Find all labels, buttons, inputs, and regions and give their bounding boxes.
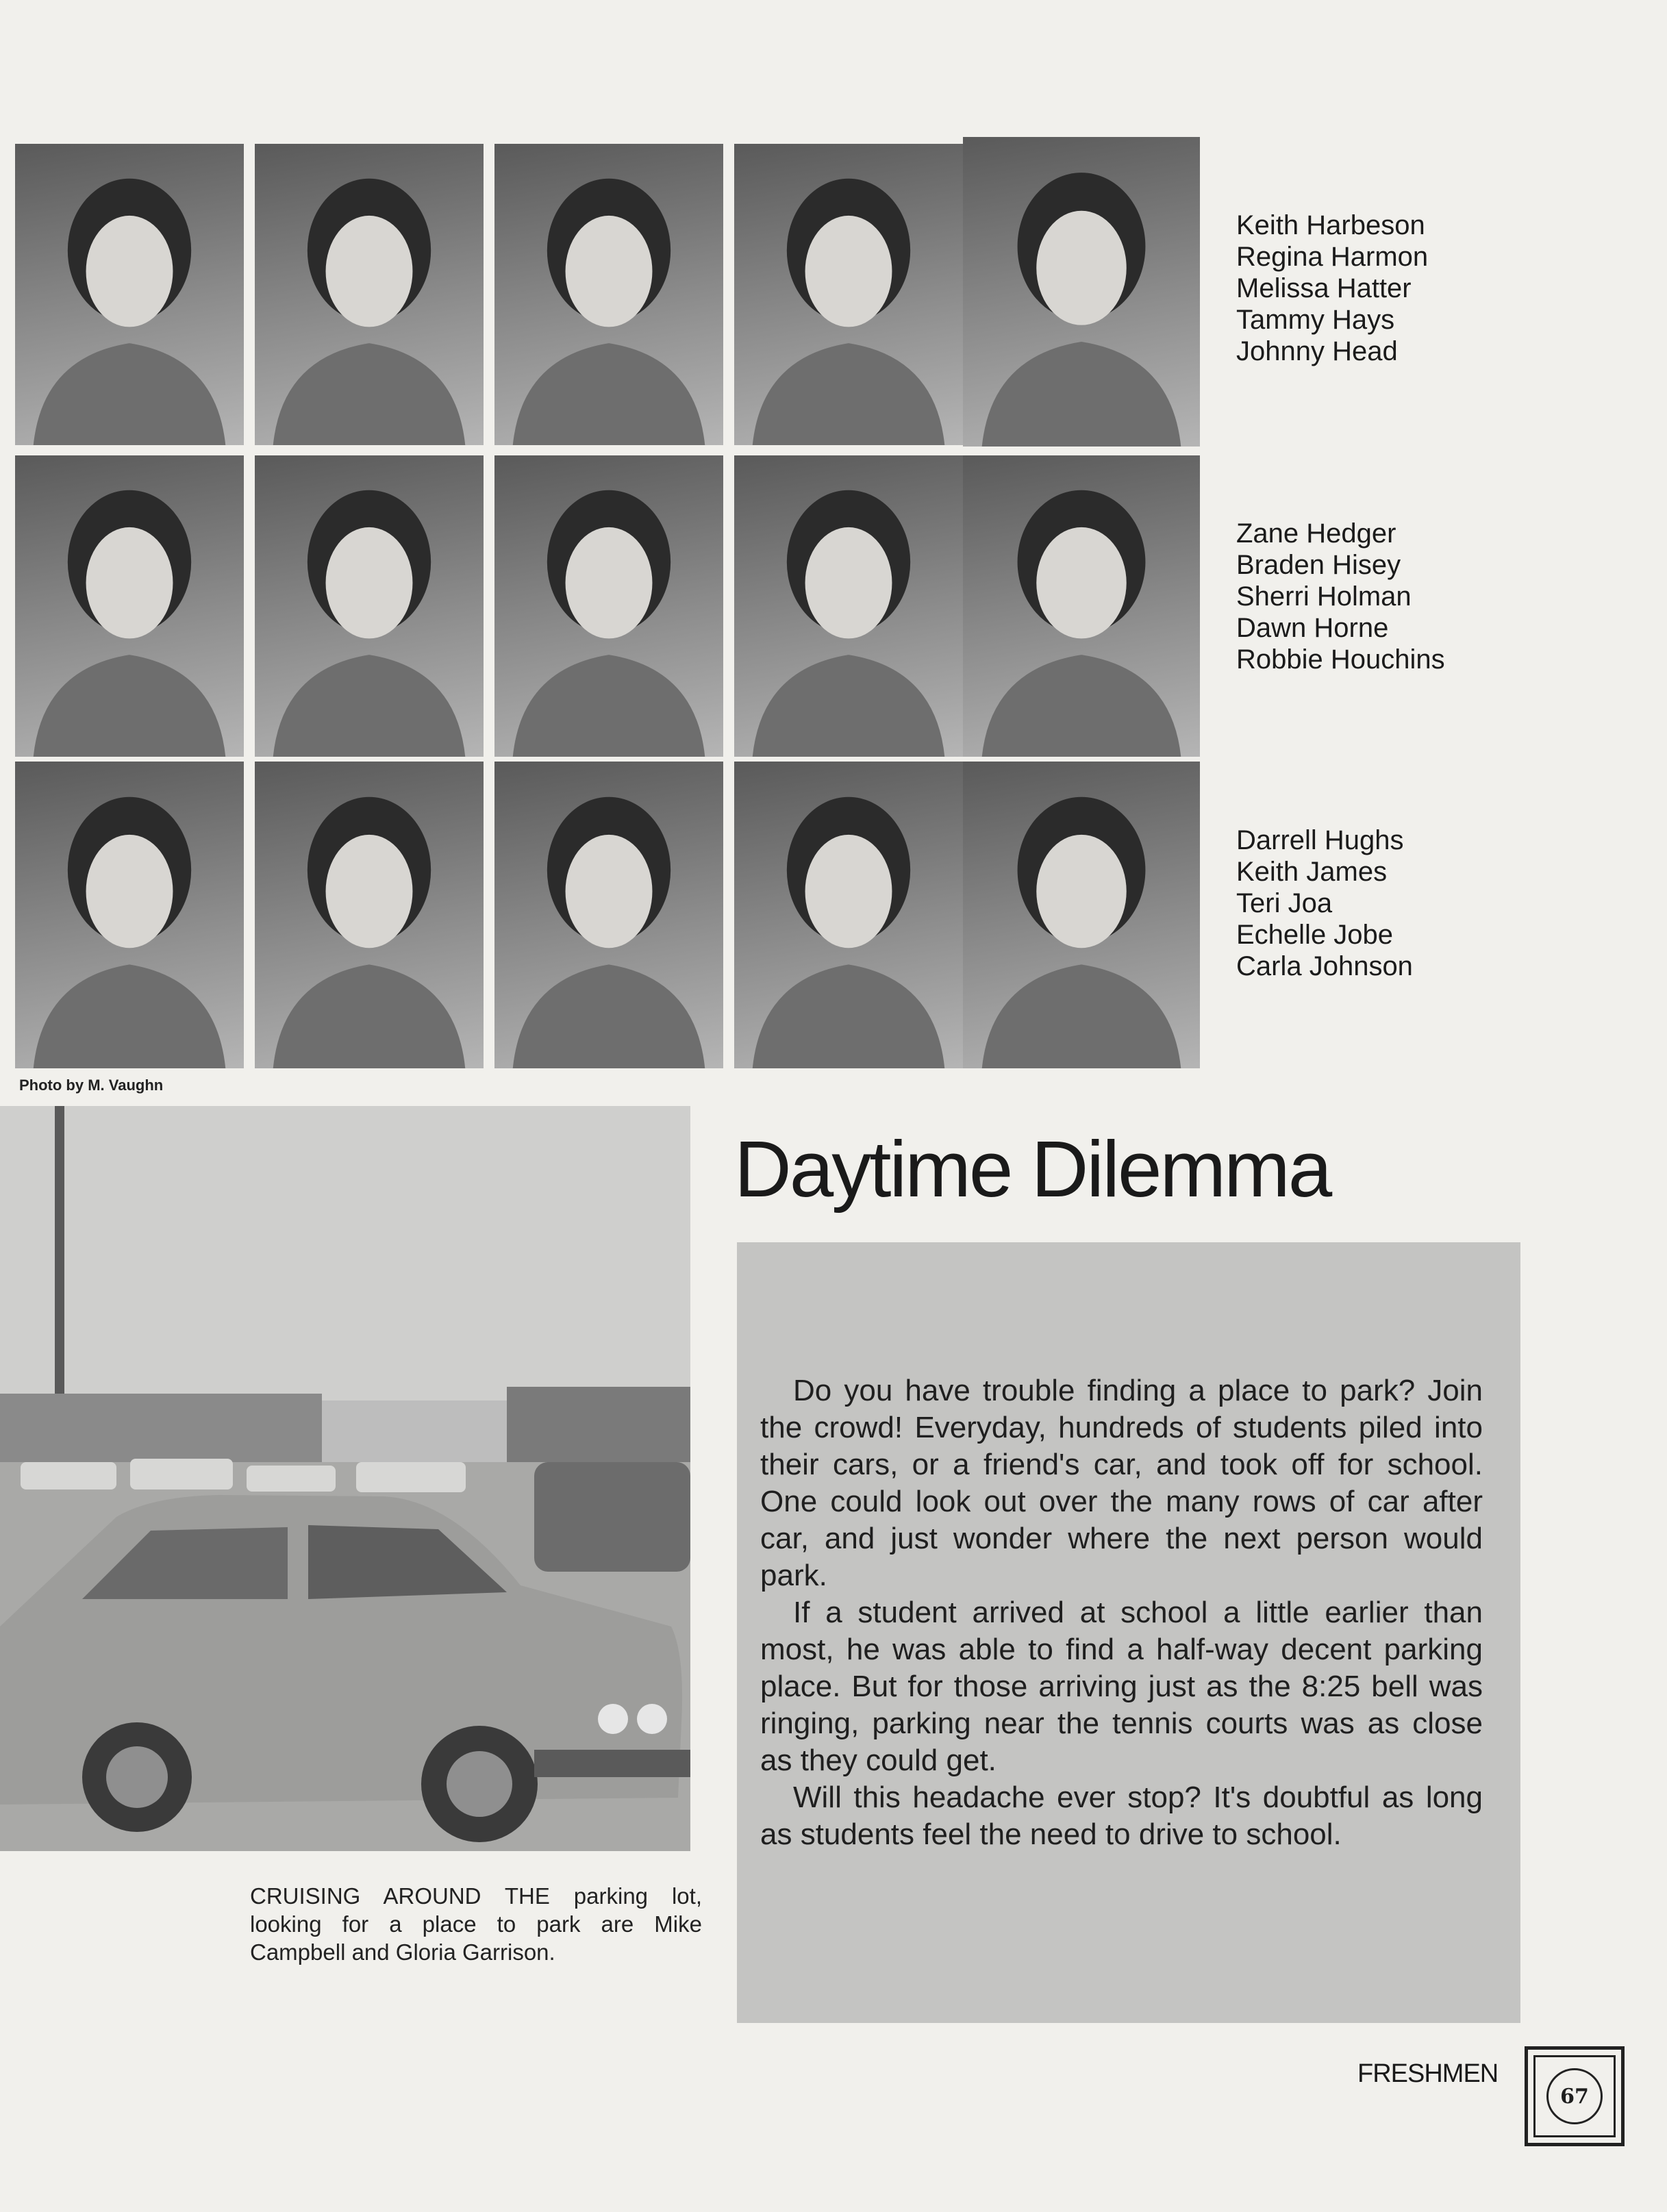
name-item: Darrell Hughs (1236, 825, 1404, 855)
name-item: Carla Johnson (1236, 951, 1413, 981)
name-item: Regina Harmon (1236, 242, 1429, 272)
name-item: Sherri Holman (1236, 581, 1412, 612)
name-item: Keith Harbeson (1236, 210, 1425, 240)
portrait-silhouette (734, 144, 963, 445)
portrait-braden-hisey (255, 455, 484, 757)
name-item: Melissa Hatter (1236, 273, 1412, 303)
section-label: FRESHMEN (1357, 2059, 1499, 2088)
parking-lot-illustration (0, 1106, 690, 1851)
portrait-zane-hedger (15, 455, 244, 757)
portrait-regina-harmon (255, 144, 484, 445)
article-paragraph: Will this headache ever stop? It's doubtful as long as students feel the need to drive to school. (760, 1781, 1483, 1851)
portrait-melissa-hatter (494, 144, 723, 445)
name-item: Teri Joa (1236, 888, 1333, 918)
photo-caption: CRUISING AROUND THE parking lot, looking for a place to park are Mike Campbell and Gloria Garrison. (250, 1883, 702, 1965)
portrait-silhouette (494, 762, 723, 1068)
name-item: Echelle Jobe (1236, 920, 1394, 950)
name-item: Zane Hedger (1236, 518, 1396, 549)
portrait-silhouette (963, 137, 1200, 447)
name-list-row-3 (1236, 825, 1551, 982)
name-list-row-1 (1236, 210, 1551, 367)
parking-lot-photo (0, 1106, 690, 1851)
photo-credit: Photo by M. Vaughn (19, 1077, 164, 1094)
page-number: 67 (1546, 2068, 1603, 2124)
portrait-silhouette (15, 762, 244, 1068)
portrait-silhouette (255, 144, 484, 445)
portrait-darrell-hughs (15, 762, 244, 1068)
name-item: Braden Hisey (1236, 550, 1401, 580)
name-item: Keith James (1236, 857, 1388, 887)
portrait-keith-james (255, 762, 484, 1068)
page-number-frame (1533, 2055, 1616, 2137)
page-number-box (1525, 2046, 1625, 2146)
portrait-keith-harbeson (15, 144, 244, 445)
portrait-silhouette (15, 144, 244, 445)
portrait-silhouette (963, 455, 1200, 757)
article-paragraph: If a student arrived at school a little earlier than most, he was able to find a half-way decent parking place. But for those arriving just as the 8:25 bell was ringing, parking near the tennis courts was as close as they could get. (760, 1596, 1483, 1777)
portrait-silhouette (494, 144, 723, 445)
name-item: Dawn Horne (1236, 613, 1389, 643)
portrait-silhouette (734, 455, 963, 757)
portrait-silhouette (963, 762, 1200, 1068)
portrait-teri-joa (494, 762, 723, 1068)
portrait-silhouette (255, 455, 484, 757)
article-headline: Daytime Dilemma (734, 1124, 1331, 1214)
portrait-dawn-horne (734, 455, 963, 757)
portrait-johnny-head (963, 137, 1200, 447)
portrait-echelle-jobe (734, 762, 963, 1068)
portrait-silhouette (255, 762, 484, 1068)
name-item: Robbie Houchins (1236, 644, 1445, 675)
portrait-silhouette (15, 455, 244, 757)
portrait-robbie-houchins (963, 455, 1200, 757)
portrait-silhouette (734, 762, 963, 1068)
name-item: Johnny Head (1236, 336, 1398, 366)
article-paragraph: Do you have trouble finding a place to park? Join the crowd! Everyday, hundreds of students piled into their cars, or a friend's car, and took off for school. One could look out over the many rows of car after car, and just wonder where the next person would park. (760, 1374, 1483, 1592)
portrait-tammy-hays (734, 144, 963, 445)
name-item: Tammy Hays (1236, 305, 1395, 335)
portrait-silhouette (494, 455, 723, 757)
portrait-sherri-holman (494, 455, 723, 757)
article-body (737, 1242, 1520, 2023)
name-list-row-2 (1236, 518, 1551, 675)
portrait-carla-johnson (963, 762, 1200, 1068)
